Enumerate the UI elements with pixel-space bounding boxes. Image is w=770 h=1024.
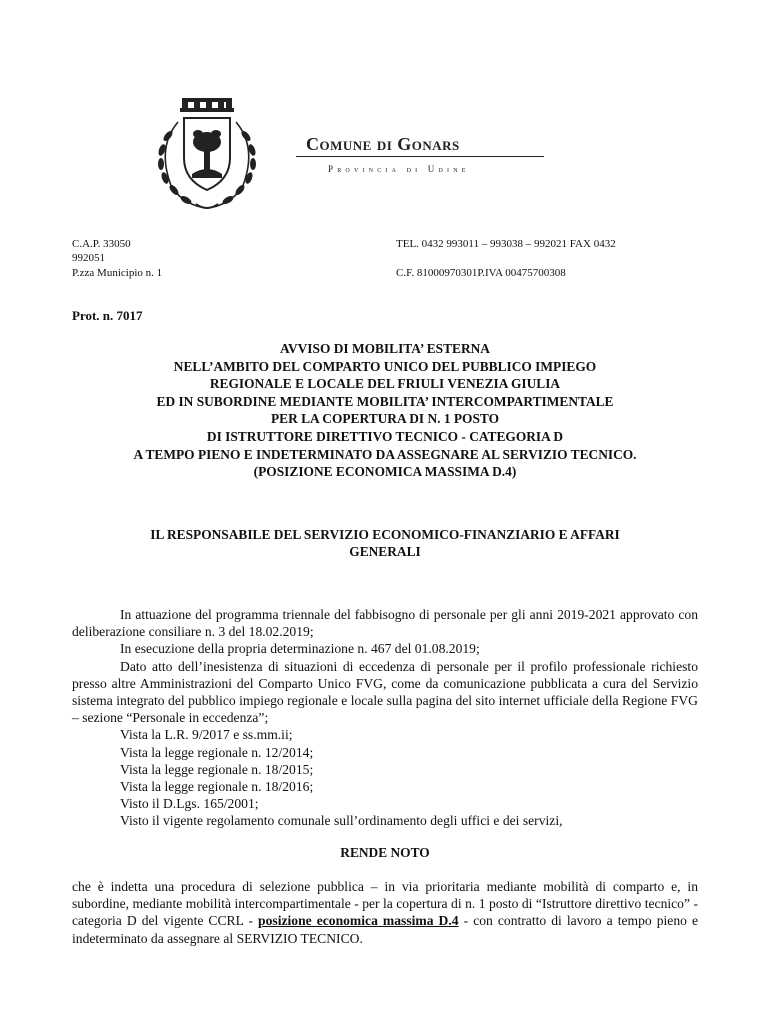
legal-reference: Visto il D.Lgs. 165/2001; [120, 796, 259, 812]
provincia-label: Provincia di Udine [328, 164, 470, 174]
title-line: (POSIZIONE ECONOMICA MASSIMA D.4) [253, 464, 517, 480]
economic-position-highlight: posizione economica massima D.4 [258, 913, 459, 929]
title-line: A TEMPO PIENO E INDETERMINATO DA ASSEGNARE AL SERVIZIO TECNICO. [133, 446, 637, 462]
responsabile-line: IL RESPONSABILE DEL SERVIZIO ECONOMICO-FINANZIARIO E AFFARI [150, 527, 620, 542]
paragraph: In esecuzione della propria determinazione n. 467 del 01.08.2019; [120, 641, 480, 657]
title-line: REGIONALE E LOCALE DEL FRIULI VENEZIA GIULIA [209, 376, 561, 392]
legal-reference: Vista la legge regionale n. 12/2014; [120, 744, 314, 760]
fax-continuation: 992051 [72, 252, 105, 264]
title-line: NELL’AMBITO DEL COMPARTO UNICO DEL PUBBLICO IMPIEGO [173, 358, 597, 374]
municipal-crest-logo [138, 96, 276, 214]
rende-noto-heading: RENDE NOTO [340, 845, 430, 860]
responsabile-line: GENERALI [349, 544, 421, 559]
title-line: PER LA COPERTURA DI N. 1 POSTO [270, 411, 500, 427]
title-line: DI ISTRUTTORE DIRETTIVO TECNICO - CATEGORIA D [206, 428, 564, 444]
title-line: ED IN SUBORDINE MEDIANTE MOBILITA’ INTERCOMPARTIMENTALE [156, 393, 614, 409]
announcement-paragraph [72, 878, 698, 947]
fiscal-code-text: C.F. 81000970301P.IVA 00475700308 [396, 267, 566, 279]
cap-text: C.A.P. 33050 [72, 238, 131, 250]
legal-reference: Visto il vigente regolamento comunale sull’ordinamento degli uffici e dei servizi, [120, 813, 563, 829]
phone-text: TEL. 0432 993011 – 993038 – 992021 FAX 0432 [396, 238, 616, 250]
paragraph: In attuazione del programma triennale del fabbisogno di personale per gli anni 2019-2021 approvato con deliberazione consiliare n. 3 del 18.02.2019; [72, 607, 698, 640]
title-line: AVVISO DI MOBILITA’ ESTERNA [280, 341, 490, 356]
notice-title [60, 340, 710, 481]
responsabile-heading [60, 526, 710, 560]
announcement-text-end: - con contratto di lavoro a tempo pieno e indeterminato da assegnare al SERVIZIO TECNICO. [72, 913, 698, 946]
paragraph [72, 878, 698, 947]
address-text: P.zza Municipio n. 1 [72, 267, 163, 279]
legal-reference: Vista la legge regionale n. 18/2015; [120, 761, 314, 777]
paragraph: Dato atto dell’inesistenza di situazioni di eccedenza di personale per il profilo professionale richiesto presso altre Amministrazioni del Comparto Unico FVG, come da comunicazione pubblicata a cura del Servizio sistema integrato del pubblico impiego regionale e locale sulla pagina del sito internet ufficiale della Regione FVG – sezione “Personale in eccedenza”; [72, 658, 698, 726]
protocol-number: Prot. n. 7017 [72, 308, 143, 323]
legal-reference: Vista la L.R. 9/2017 e ss.mm.ii; [120, 727, 293, 743]
premises-section [72, 606, 698, 830]
announcement-text: che è indetta una procedura di selezione pubblica – in via prioritaria mediante mobilità di comparto e, in subordine, mediante mobilità intercompartimentale - per la copertura di n. 1 posto di “Istruttore direttivo tecnico” - categoria D del vigente CCRL - [72, 879, 698, 929]
comune-name: Comune di Gonars [306, 134, 460, 154]
header-rule [296, 156, 544, 157]
legal-reference: Vista la legge regionale n. 18/2016; [120, 779, 314, 795]
